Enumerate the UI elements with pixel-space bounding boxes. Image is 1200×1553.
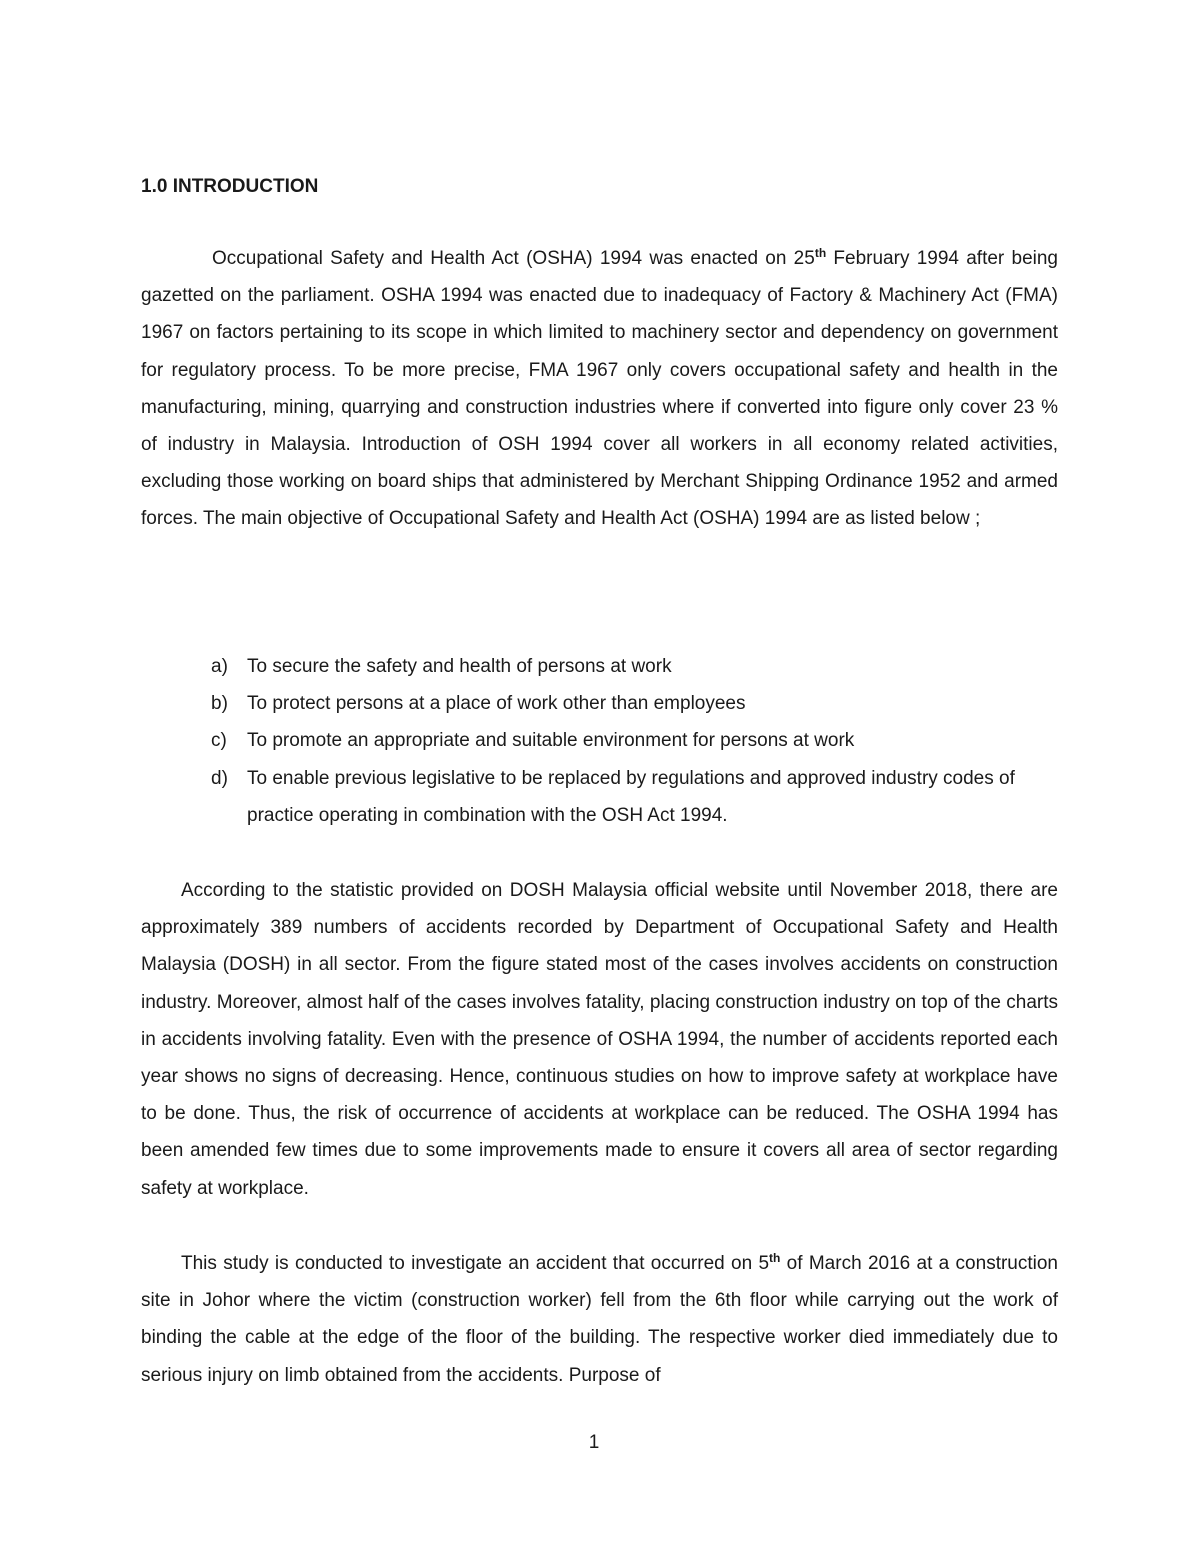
- page-number: 1: [588, 1432, 600, 1453]
- list-item: [211, 760, 1051, 834]
- section-heading: 1.0 INTRODUCTION: [141, 176, 319, 197]
- date-ordinal-suffix: th: [814, 246, 827, 260]
- list-item-text: To protect persons at a place of work other than employees: [247, 693, 746, 715]
- list-item: [211, 722, 1051, 759]
- list-item-text: To promote an appropriate and suitable environment for persons at work: [247, 730, 855, 752]
- intro-paragraph-rest: February 1994 after being gazetted on the parliament. OSHA 1994 was enacted due to inadequacy of Factory & Machinery Act (FMA) 1967 on factors pertaining to its scope in which limited to machinery sector and dependency on government for regulatory process. To be more precise, FMA 1967 only covers occupational safety and health in the manufacturing, mining, quarrying and construction industries where if converted into figure only cover 23 % of industry in Malaysia. Introduction of OSH 1994 cover all workers in all economy related activities, excluding those working on board ships that administered by Merchant Shipping Ordinance 1952 and armed forces. The main objective of Occupational Safety and Health Act (OSHA) 1994 are as listed below ;: [141, 248, 1058, 530]
- study-paragraph-start: This study is conducted to investigate an accident that occurred on 5: [181, 1253, 770, 1274]
- list-marker: d): [211, 767, 228, 789]
- study-paragraph-rest: of March 2016 at a construction site in Johor where the victim (construction worker) fell from the 6th floor while carrying out the work of binding the cable at the edge of the floor of the building. The respective worker died immediately due to serious injury on limb obtained from the accidents. Purpose of: [141, 1253, 1059, 1386]
- intro-paragraph-start: Occupational Safety and Health Act (OSHA) 1994 was enacted on 25: [212, 248, 815, 269]
- study-paragraph: [141, 1245, 1058, 1394]
- list-marker: a): [211, 656, 228, 677]
- list-item-text: To secure the safety and health of persons at work: [247, 656, 672, 677]
- list-item-text: To enable previous legislative to be replaced by regulations and approved industry codes of practice operating in combination with the OSH Act 1994.: [247, 767, 1015, 826]
- date-ordinal-suffix: th: [769, 1251, 781, 1265]
- list-marker: b): [211, 693, 228, 715]
- intro-paragraph: [141, 240, 1058, 538]
- list-marker: c): [211, 730, 227, 752]
- list-item: [211, 648, 1051, 685]
- list-item: [211, 685, 1051, 722]
- objectives-list: [211, 648, 1051, 834]
- statistics-paragraph: According to the statistic provided on DOSH Malaysia official website until November 2018, there are approximately 389 numbers of accidents recorded by Department of Occupational Safety and Health Malaysia (DOSH) in all sector. From the figure stated most of the cases involves accidents on construction industry. Moreover, almost half of the cases involves fatality, placing construction industry on top of the charts in accidents involving fatality. Even with the presence of OSHA 1994, the number of accidents reported each year shows no signs of decreasing. Hence, continuous studies on how to improve safety at workplace have to be done. Thus, the risk of occurrence of accidents at workplace can be reduced. The OSHA 1994 has been amended few times due to some improvements made to ensure it covers all area of sector regarding safety at workplace.: [141, 880, 1058, 1199]
